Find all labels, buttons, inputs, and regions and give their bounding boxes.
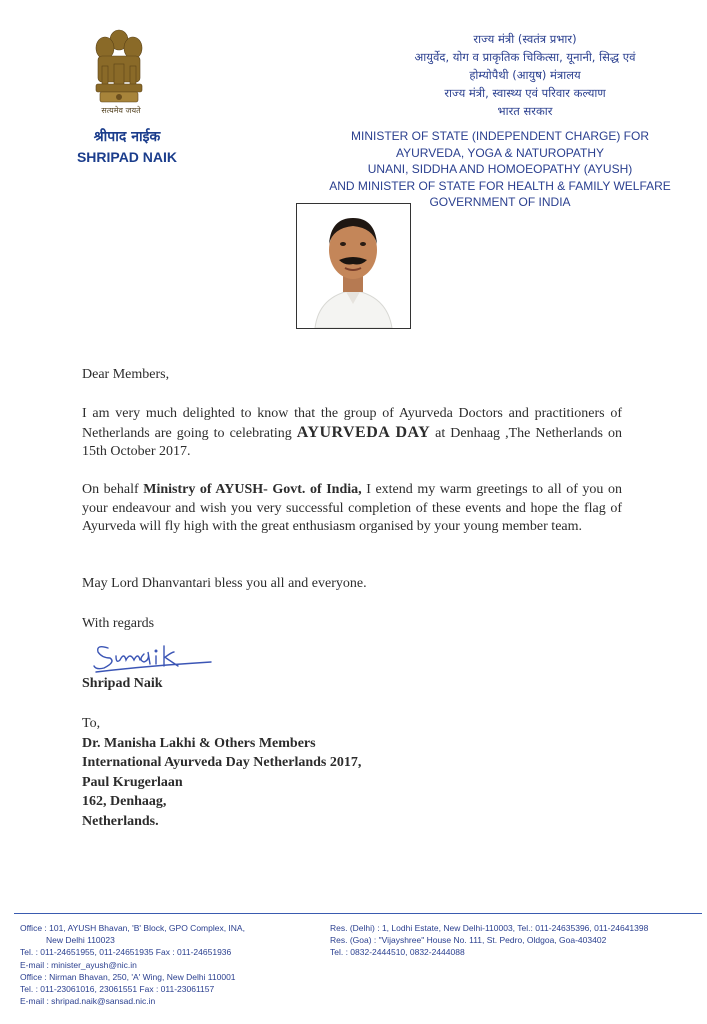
footer-line: Tel. : 011-24651955, 011-24651935 Fax : 011-24651936 xyxy=(20,947,232,958)
footer-residence-addresses xyxy=(330,922,700,959)
designation-hindi-line: होम्योपैथी (आयुष) मंत्रालय xyxy=(469,68,581,82)
designation-english-line: GOVERNMENT OF INDIA xyxy=(429,195,571,209)
to-label: To, xyxy=(82,716,101,731)
designation-hindi-line: राज्य मंत्री (स्वतंत्र प्रभार) xyxy=(473,32,577,46)
designation-hindi-line: राज्य मंत्री, स्वास्थ्य एवं परिवार कल्याण xyxy=(444,86,606,100)
handwritten-signature xyxy=(86,638,236,680)
designation-hindi-line: आयुर्वेद, योग व प्राकृतिक चिकित्सा, यूनानी, सिद्ध एवं xyxy=(414,50,636,64)
footer-line: E-mail : shripad.naik@sansad.nic.in xyxy=(20,996,156,1007)
closing-regards: With regards xyxy=(82,616,155,631)
greeting: Dear Members, xyxy=(82,367,170,382)
footer-line: Tel. : 011-23061016, 23061551 Fax : 011-23061157 xyxy=(20,984,215,995)
recipient-block xyxy=(82,714,361,831)
recipient-line: International Ayurveda Day Netherlands 2017, xyxy=(82,755,362,770)
paragraph-1-text: I am very much delighted to know that the group of Ayurveda Doctors and practitioners of Netherlands are going to celebrating xyxy=(82,406,622,441)
emblem-motto: सत्यमेव जयते xyxy=(101,106,141,115)
footer-office-addresses xyxy=(20,922,320,1007)
footer-line: Tel. : 0832-2444510, 0832-2444088 xyxy=(330,947,465,958)
paragraph-2 xyxy=(82,481,622,537)
paragraph-1 xyxy=(82,405,622,462)
recipient-line: Netherlands. xyxy=(82,813,159,829)
footer-line: E-mail : minister_ayush@nic.in xyxy=(20,959,137,970)
designation-english xyxy=(310,128,690,211)
recipient-line: Paul Krugerlaan xyxy=(82,774,183,790)
designation-hindi-line: भारत सरकार xyxy=(497,104,553,118)
paragraph-2-highlight: Ministry of AYUSH- Govt. of India, xyxy=(143,482,362,497)
footer-divider xyxy=(14,913,702,914)
footer-line: New Delhi 110023 xyxy=(46,935,115,946)
sender-name-english: SHRIPAD NAIK xyxy=(76,149,178,165)
footer-line: Office : Nirman Bhavan, 250, 'A' Wing, New Delhi 110001 xyxy=(20,971,236,982)
signer-name: Shripad Naik xyxy=(82,676,163,691)
portrait-photo xyxy=(296,203,411,329)
designation-hindi xyxy=(360,30,690,120)
designation-english-line: AYURVEDA, YOGA & NATUROPATHY xyxy=(395,145,605,160)
footer-line: Office : 101, AYUSH Bhavan, 'B' Block, GPO Complex, INA, xyxy=(20,923,245,933)
footer-line: Res. (Goa) : "Vijayshree" House No. 111, St. Pedro, Oldgoa, Goa-403402 xyxy=(330,935,607,946)
recipient-line: 162, Denhaag, xyxy=(82,794,167,809)
paragraph-2-text-end: I extend my warm greetings to all of you on your endeavour and wish you very successful completion of these events and hope the flag of Ayurveda will fly high with the great enthusiasm organised by your young member team. xyxy=(82,482,623,534)
designation-english-line: MINISTER OF STATE (INDEPENDENT CHARGE) FOR xyxy=(350,129,649,143)
designation-english-line: UNANI, SIDDHA AND HOMOEOPATHY (AYUSH) xyxy=(367,162,633,176)
paragraph-1-text-end: at Denhaag ,The Netherlands on 15th October 2017. xyxy=(82,425,623,459)
recipient-line: Dr. Manisha Lakhi & Others Members xyxy=(82,735,316,751)
paragraph-1-highlight: AYURVEDA DAY xyxy=(296,423,431,441)
designation-english-line: AND MINISTER OF STATE FOR HEALTH & FAMILY WELFARE xyxy=(329,178,671,193)
footer-line: Res. (Delhi) : 1, Lodhi Estate, New Delhi-110003, Tel.: 011-24635396, 011-24641398 xyxy=(330,923,649,933)
sender-name-hindi: श्रीपाद नाईक xyxy=(93,129,161,145)
paragraph-3: May Lord Dhanvantari bless you all and everyone. xyxy=(82,576,367,591)
paragraph-2-text: On behalf xyxy=(82,482,144,497)
